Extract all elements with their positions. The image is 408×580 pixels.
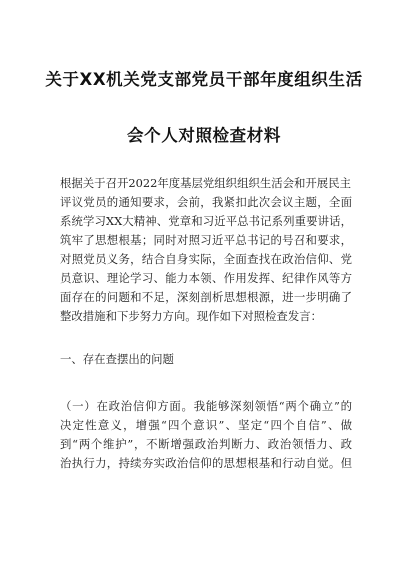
paragraph-2-line-1: （一）在政治信仰方面。我能够深刻领悟“两个确立”的	[60, 399, 352, 413]
paragraph-1-line-3: 系统学习XX大精神、党章和习近平总书记系列重要讲话，	[60, 214, 352, 228]
paragraph-1-line-2: 评议党员的通知要求，会前，我紧扣此次会议主题，全面	[60, 195, 352, 209]
paragraph-1-line-6: 员意识、理论学习、能力本领、作用发挥、纪律作风等方	[60, 271, 352, 285]
paragraph-1-line-8: 整改措施和下步努力方向。现作如下对照检查发言：	[60, 309, 322, 323]
paragraph-2-line-3: 到“两个维护”，不断增强政治判断力、政治领悟力、政	[60, 437, 352, 451]
paragraph-1-line-4: 筑牢了思想根基；同时对照习近平总书记的号召和要求，	[60, 233, 352, 247]
paragraph-1-line-5: 对照党员义务，结合自身实际，全面查找在政治信仰、党	[60, 252, 352, 266]
paragraph-1-line-7: 面存在的问题和不足，深刻剖析思想根源，进一步明确了	[60, 290, 352, 304]
section-1-heading: 一、存在查摆出的问题	[60, 352, 174, 366]
document-title-line-1: 关于XX机关党支部党员干部年度组织生活	[45, 70, 363, 89]
paragraph-2-line-2: 决定性意义，增强“四个意识”、坚定“四个自信”、做	[60, 418, 352, 432]
document-title-line-2: 会个人对照检查材料	[127, 126, 281, 145]
paragraph-2-line-4: 治执行力，持续夯实政治信仰的思想根基和行动自觉。但	[60, 456, 352, 470]
paragraph-1-line-1: 根据关于召开2022年度基层党组织组织生活会和开展民主	[60, 176, 351, 190]
